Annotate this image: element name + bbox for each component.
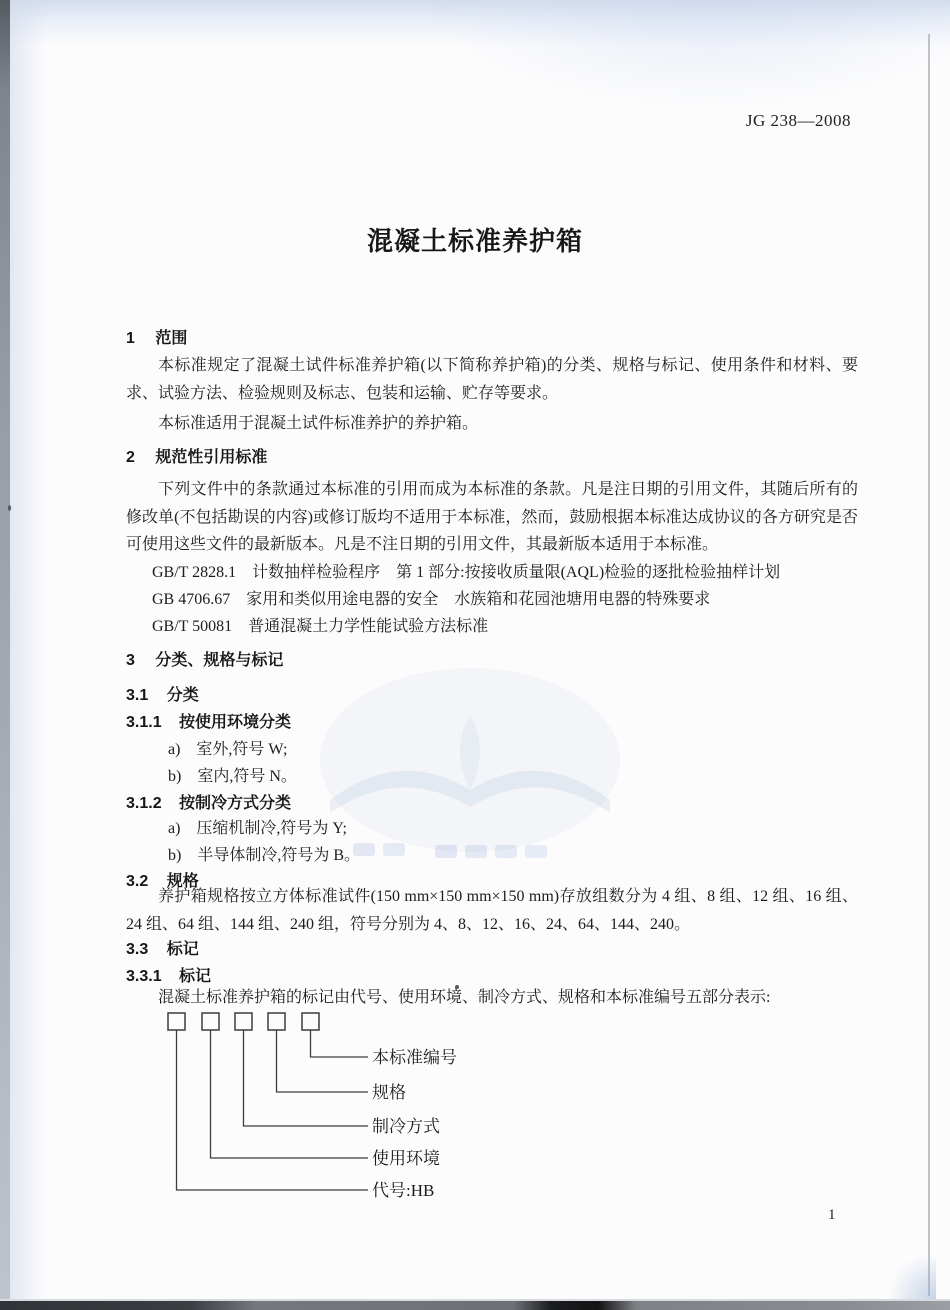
reference-item: GB 4706.67 家用和类似用途电器的安全 水族箱和花园池塘用电器的特殊要求 <box>152 591 711 608</box>
section-1-title: 范围 <box>155 330 188 347</box>
section-3-3-1-title: 标记 <box>179 968 212 985</box>
leader-line-code <box>177 1030 369 1190</box>
leader-line-environment <box>211 1030 369 1158</box>
marking-box-cooling <box>235 1013 252 1030</box>
diagram-label-spec: 规格 <box>372 1083 406 1102</box>
scan-speck <box>8 505 11 511</box>
marking-intro-paragraph: 混凝土标准养护箱的标记由代号、使用环境、制冷方式、规格和本标准编号五部分表示: <box>158 989 771 1006</box>
marking-box-standard <box>302 1013 319 1030</box>
references-intro-paragraph: 下列文件中的条款通过本标准的引用而成为本标准的条款。凡是注日期的引用文件，其随后所有的修改单(不包括勘误的内容)或修订版均不适用于本标准，然而，鼓励根据本标准达成协议的各方研究是否可使用这些文件的最新版本。凡是不注日期的引用文件，其最新版本适用于本标准。 <box>126 481 858 553</box>
section-3-3-1-heading <box>126 963 211 986</box>
leader-line-cooling <box>244 1030 369 1126</box>
section-2-number: 2 <box>126 449 135 466</box>
marking-box-spec <box>268 1013 285 1030</box>
reference-item: GB/T 2828.1 计数抽样检验程序 第 1 部分:按接收质量限(AQL)检验的逐批检验抽样计划 <box>152 564 781 581</box>
section-3-3-number: 3.3 <box>126 941 149 958</box>
marking-box-code <box>168 1013 185 1030</box>
document-title: 混凝土标准养护箱 <box>366 226 583 256</box>
section-3-1-heading <box>126 682 199 705</box>
section-3-3-heading <box>126 936 199 959</box>
list-item-semiconductor: b) 半导体制冷,符号为 B。 <box>168 847 361 864</box>
section-3-1-1-title: 按使用环境分类 <box>179 714 292 731</box>
section-3-1-number: 3.1 <box>126 687 149 704</box>
section-2-heading <box>126 444 267 467</box>
diagram-label-environment: 使用环境 <box>372 1149 440 1168</box>
leader-line-standard <box>311 1030 369 1057</box>
section-1-heading <box>126 325 187 348</box>
section-3-3-title: 标记 <box>166 941 199 958</box>
section-3-2-title: 规格 <box>166 873 199 890</box>
scope-paragraph-2: 本标准适用于混凝土试件标准养护的养护箱。 <box>158 415 479 432</box>
section-3-heading <box>126 647 283 670</box>
section-3-number: 3 <box>126 652 135 669</box>
diagram-label-standard-number: 本标准编号 <box>372 1048 457 1067</box>
section-3-title: 分类、规格与标记 <box>155 652 284 669</box>
section-3-2-number: 3.2 <box>126 873 149 890</box>
scan-top-shadow-right <box>420 0 950 110</box>
page-number: 1 <box>828 1207 836 1223</box>
diagram-label-code: 代号:HB <box>372 1181 435 1200</box>
scan-bottom-edge <box>0 1299 950 1310</box>
section-3-1-2-heading <box>126 790 291 813</box>
scope-paragraph-1: 本标准规定了混凝土试件标准养护箱(以下简称养护箱)的分类、规格与标记、使用条件和材料、要求、试验方法、检验规则及标志、包装和运输、贮存等要求。 <box>126 357 858 402</box>
scan-left-edge <box>0 0 10 1310</box>
section-3-1-1-number: 3.1.1 <box>126 714 162 731</box>
reference-item: GB/T 50081 普通混凝土力学性能试验方法标准 <box>152 618 489 635</box>
diagram-label-cooling: 制冷方式 <box>372 1117 440 1136</box>
list-item-compressor: a) 压缩机制冷,符号为 Y; <box>168 820 347 837</box>
marking-notation-diagram <box>150 1005 590 1220</box>
section-3-1-title: 分类 <box>166 687 199 704</box>
scan-left-edge-tint <box>10 0 46 1310</box>
section-3-1-2-number: 3.1.2 <box>126 795 162 812</box>
spec-paragraph: 养护箱规格按立方体标准试件(150 mm×150 mm×150 mm)存放组数分为 4 组、8 组、12 组、16 组、24 组、64 组、144 组、240 组，符号分别为 4、8、12、16、24、64、144、240。 <box>126 888 858 933</box>
section-3-3-1-number: 3.3.1 <box>126 968 162 985</box>
list-item-outdoor: a) 室外,符号 W; <box>168 741 288 758</box>
standard-code: JG 238—2008 <box>745 111 851 130</box>
list-item-indoor: b) 室内,符号 N。 <box>168 768 297 785</box>
section-3-1-2-title: 按制冷方式分类 <box>179 795 292 812</box>
section-3-1-1-heading <box>126 709 291 732</box>
leader-line-spec <box>277 1030 369 1092</box>
section-1-number: 1 <box>126 330 135 347</box>
section-2-title: 规范性引用标准 <box>155 449 268 466</box>
marking-box-environment <box>202 1013 219 1030</box>
scan-top-shadow <box>0 0 950 46</box>
